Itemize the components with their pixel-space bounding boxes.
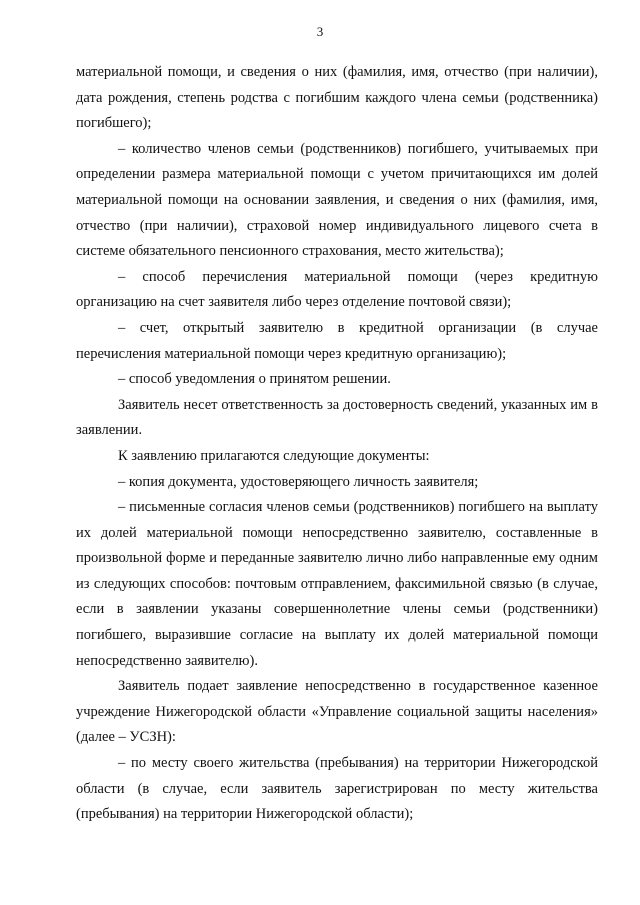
- paragraph-responsibility: Заявитель несет ответственность за достоверность сведений, указанных им в заявлении.: [76, 396, 598, 439]
- list-item-family-count: – количество членов семьи (родственников) погибшего, учитываемых при определении размера материальной помощи с учетом причитающихся им долей материальной помощи на основании заявления, и сведения о них (фамилия, имя, отчество (при наличии), страховой номер индивидуального лицевого счета в системе обязательного пенсионного страхования, место жительства);: [76, 140, 598, 260]
- list-item-written-consents: – письменные согласия членов семьи (родственников) погибшего на выплату их долей материальной помощи непосредственно заявителю, составленные в произвольной форме и переданные заявителю лично либо направленные ему одним из следующих способов: почтовым отправлением, факсимильной связью (в случае, если в заявлении указаны совершеннолетние члены семьи (родственники) погибшего, выразившие согласие на выплату их долей материальной помощи непосредственно заявителю).: [76, 499, 598, 669]
- list-item-notification-method: – способ уведомления о принятом решении.: [118, 371, 391, 388]
- paragraph-attached-documents: К заявлению прилагаются следующие документы:: [118, 447, 430, 464]
- document-body: [76, 60, 598, 828]
- list-item-place-of-residence: – по месту своего жительства (пребывания) на территории Нижегородской области (в случае, если заявитель зарегистрирован по месту жительства (пребывания) на территории Нижегородской области);: [76, 755, 598, 823]
- list-item-bank-account: – счет, открытый заявителю в кредитной организации (в случае перечисления материальной помощи через кредитную организацию);: [76, 319, 598, 362]
- list-item-payment-method: – способ перечисления материальной помощи (через кредитную организацию на счет заявителя либо через отделение почтовой связи);: [76, 268, 598, 311]
- list-item-identity-copy: – копия документа, удостоверяющего личность заявителя;: [118, 473, 479, 490]
- paragraph-submission: Заявитель подает заявление непосредственно в государственное казенное учреждение Нижегородской области «Управление социальной защиты населения» (далее – УСЗН):: [76, 678, 598, 746]
- page-number: 3: [316, 24, 324, 39]
- paragraph-continuation: материальной помощи, и сведения о них (фамилия, имя, отчество (при наличии), дата рождения, степень родства с погибшим каждого члена семьи (родственника) погибшего);: [76, 64, 598, 132]
